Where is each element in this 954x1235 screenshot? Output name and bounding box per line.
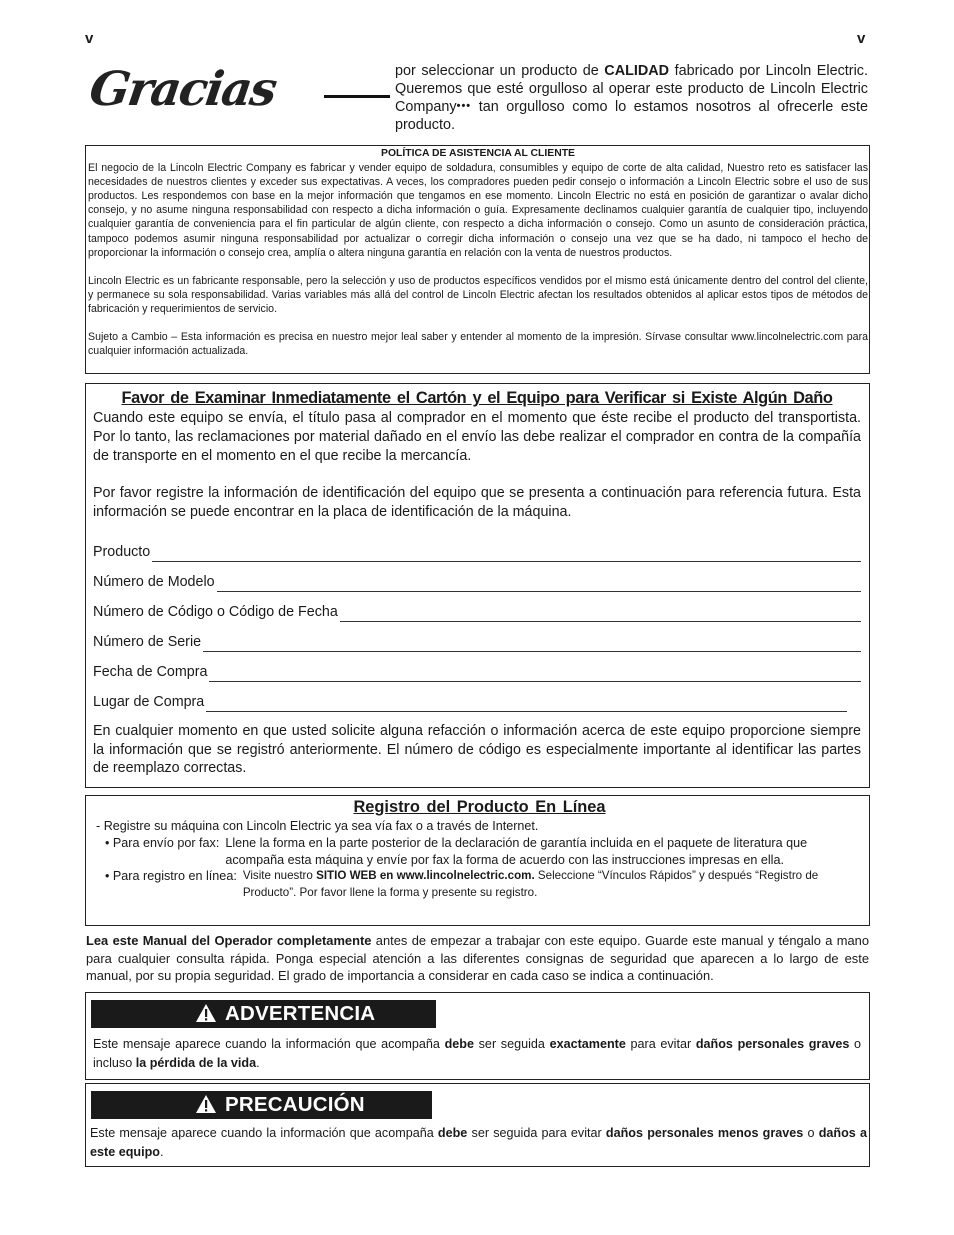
caution-triangle-icon: [195, 1094, 217, 1114]
field-codigo-fecha[interactable]: Número de Código o Código de Fecha: [93, 592, 861, 622]
warning-banner: [91, 1000, 436, 1028]
policy-paragraph-1: El negocio de la Lincoln Electric Company es fabricar y vender equipo de soldadura, consumibles y equipo de corte de alta calidad, Nuestro reto es satisfacer las necesidades de nuestros clientes y exceder sus expectativas. A veces, los compradores pueden pedir consejo o información a Lincoln Electric sobre el uso de sus productos. Les respondemos con base en la mejor información que tengamos en ese momento. Lincoln Electric no está en posición de garantizar o avalar dicho consejo, y no asume ninguna responsabilidad con respecto a dicha información o guía. Expresamente declinamos cualquier garantía de cualquier tipo, incluyendo cualquier garantía de conveniencia para el fin particular de algún cliente, con respecto a dicha información o consejo. Como un asunto de consideración práctica, tampoco podemos asumir ninguna responsabilidad por actualizar o corregir dicha información o consejo una vez que se ha dado, ni tampoco el hecho de proporcionar la información o consejo crea, amplía o altera ninguna garantía en relación con la venta de nuestros productos.: [88, 162, 868, 259]
page-number-left: v: [85, 30, 94, 47]
field-numero-modelo[interactable]: Número de Modelo: [93, 562, 861, 592]
gracias-title: Gracias: [86, 62, 279, 117]
fax-label: • Para envío por fax:: [105, 835, 220, 850]
caution-message: Este mensaje aparece cuando la información que acompaña debe ser seguida para evitar daños personales menos graves o daños a este equipo.: [90, 1126, 867, 1159]
field-lugar-compra[interactable]: Lugar de Compra: [93, 682, 861, 712]
web-text: Visite nuestro SITIO WEB en www.lincolnelectric.com. Seleccione “Vínculos Rápidos” y después “Registro de Producto”. Por favor llene la forma y presente su registro.: [242, 869, 819, 900]
examine-equipment-section: [85, 383, 870, 788]
web-label: • Para registro en línea:: [105, 869, 237, 884]
page-number-right: v: [857, 30, 866, 47]
title-dash: [324, 95, 390, 98]
caution-title: PRECAUCIÓN: [225, 1093, 365, 1116]
customer-assistance-policy: [85, 145, 870, 374]
policy-paragraph-3: Sujeto a Cambio – Esta información es precisa en nuestro mejor leal saber y entender al momento de la impresión. Sírvase consultar www.lincolnelectric.com para cualquier información actualizada.: [88, 331, 868, 358]
policy-paragraph-2: Lincoln Electric es un fabricante responsable, pero la selección y uso de productos específicos vendidos por el mismo está únicamente dentro del control del cliente, y permanece su sola responsabilidad. Varias variables más allá del control de Lincoln Electric afectan los resultados obtenidos al aplicar estos tipos de métodos de fabricación y requerimientos de servicio.: [88, 274, 868, 315]
warning-triangle-icon: [195, 1003, 217, 1023]
online-registration-section: [85, 795, 870, 926]
fax-text: Llene la forma en la parte posterior de la declaración de garantía incluida en el paquete de literatura que acompaña esta máquina y envíe por fax la forma de acuerdo con las instrucciones impresas en ella.: [225, 835, 808, 867]
warning-title: ADVERTENCIA: [225, 1002, 376, 1025]
examine-paragraph-2: Por favor registre la información de identificación del equipo que se presenta a continuación para referencia futura. Esta información se puede encontrar en la placa de identificación de la máquina.: [93, 485, 861, 520]
intro-text: por seleccionar un producto de CALIDAD fabricado por Lincoln Electric. Queremos que esté orgulloso al operar este producto de Lincoln Electric Company••• tan orgulloso como lo estamos nosotros al ofrecerle este producto.: [395, 63, 868, 134]
examine-paragraph-3: En cualquier momento en que usted solicite alguna refacción o información acerca de este equipo proporcione siempre la información que se registró anteriormente. El número de código es especialmente importante al identificar las partes de reemplazo correctas.: [93, 722, 861, 777]
caution-banner: [91, 1091, 432, 1119]
field-producto[interactable]: Producto: [93, 532, 861, 562]
warning-message: Este mensaje aparece cuando la información que acompaña debe ser seguida exactamente para evitar daños personales graves o incluso la pérdida de la vida.: [93, 1037, 862, 1070]
read-manual-notice: Lea este Manual del Operador completamente antes de empezar a trabajar con este equipo. Guarde este manual y téngalo a mano para cualquier consulta rápida. Ponga especial atención a las diferentes consignas de seguridad que aparecen a lo largo de este manual, por su propia seguridad. El grado de importancia a considerar en cada caso se indica a continuación.: [86, 933, 869, 983]
field-fecha-compra[interactable]: Fecha de Compra: [93, 652, 861, 682]
registro-heading: Registro del Producto En Línea: [353, 798, 606, 816]
examine-heading: Favor de Examinar Inmediatamente el Cartón y el Equipo para Verificar si Existe Algún Daño: [121, 389, 833, 407]
field-numero-serie[interactable]: Número de Serie: [93, 622, 861, 652]
examine-paragraph-1: Cuando este equipo se envía, el título pasa al comprador en el momento que éste recibe el producto del transportista. Por lo tanto, las reclamaciones por material dañado en el envío las debe realizar el comprador en contra de la compañía de transporte en el momento en el que recibe la mercancía.: [93, 410, 861, 464]
policy-title: POLÍTICA DE ASISTENCIA AL CLIENTE: [381, 148, 575, 159]
registro-line-1: - Registre su máquina con Lincoln Electric ya sea vía fax o a través de Internet.: [96, 819, 539, 833]
warning-box: [85, 992, 870, 1080]
caution-box: [85, 1083, 870, 1167]
website-link[interactable]: SITIO WEB en www.lincolnelectric.com.: [316, 869, 535, 883]
